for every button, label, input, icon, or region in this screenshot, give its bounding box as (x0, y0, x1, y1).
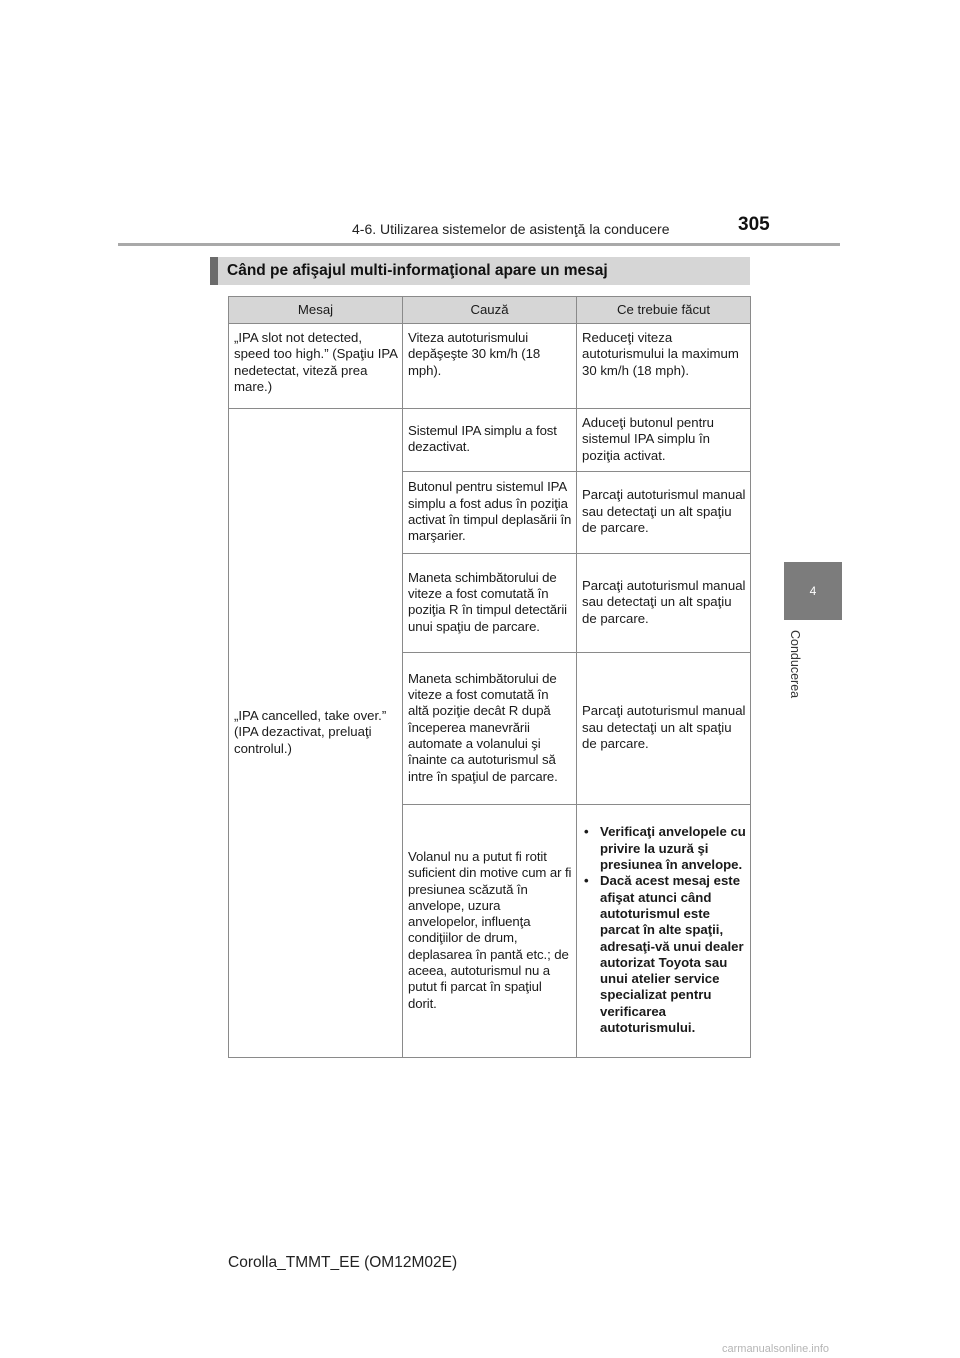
message-cell: „IPA cancelled, take over.” (IPA dezactivat, preluaţi controlul.) (229, 409, 403, 1058)
action-cell: Parcaţi autoturismul manual sau detectaţi un alt spaţiu de parcare. (577, 553, 751, 652)
section-title: 4-6. Utilizarea sistemelor de asistenţă la conducere (352, 221, 670, 237)
message-table (228, 296, 751, 1058)
cause-cell: Maneta schimbătorului de viteze a fost comutată în poziţia R în timpul detectării unui spaţiu de parcare. (403, 553, 577, 652)
list-item: • Dacă acest mesaj este afişat atunci când autoturismul este parcat în alte spaţii, adresaţi-vă unui dealer autorizat Toyota sau unui atelier service specializat pentru verificarea autoturismului. (582, 873, 746, 1036)
table-row (229, 324, 751, 409)
chapter-label: Conducerea (788, 630, 802, 699)
cause-cell: Maneta schimbătorului de viteze a fost comutată în altă poziţie decât R după începerea manevrării automate a volanului şi înainte ca autoturismul să intre în spaţiul de parcare. (403, 652, 577, 804)
action-cell: Parcaţi autoturismul manual sau detectaţi un alt spaţiu de parcare. (577, 652, 751, 804)
cause-cell: Butonul pentru sistemul IPA simplu a fost adus în poziţia activat în timpul deplasării în marşarier. (403, 471, 577, 553)
chapter-number: 4 (809, 584, 817, 598)
column-header-cause: Cauză (403, 297, 577, 324)
table-row (229, 409, 751, 472)
section-heading: Când pe afişajul multi-informaţional apare un mesaj (210, 257, 750, 285)
list-item: • Verificaţi anvelopele cu privire la uzură şi presiunea în anvelope. (582, 824, 746, 873)
page-number: 305 (738, 214, 770, 235)
column-header-message: Mesaj (229, 297, 403, 324)
table-header-row (229, 297, 751, 324)
watermark[interactable]: carmanualsonline.info (722, 1343, 830, 1355)
action-bullet-list (582, 824, 746, 1036)
footer-model-code: Corolla_TMMT_EE (OM12M02E) (228, 1254, 458, 1271)
action-cell: Reduceţi viteza autoturismului la maximum 30 km/h (18 mph). (577, 324, 751, 409)
cause-cell: Sistemul IPA simplu a fost dezactivat. (403, 409, 577, 472)
action-cell: Parcaţi autoturismul manual sau detectaţi un alt spaţiu de parcare. (577, 471, 751, 553)
action-cell (577, 804, 751, 1057)
cause-cell: Viteza autoturismului depăşeşte 30 km/h (18 mph). (403, 324, 577, 409)
column-header-action: Ce trebuie făcut (577, 297, 751, 324)
action-cell: Aduceţi butonul pentru sistemul IPA simplu în poziţia activat. (577, 409, 751, 472)
cause-cell: Volanul nu a putut fi rotit suficient din motive cum ar fi presiunea scăzută în anvelope, uzura anvelopelor, influenţa condiţiilor de drum, deplasarea în pantă etc.; de aceea, autoturismul nu a putut fi parcat în spaţiul dorit. (403, 804, 577, 1057)
message-cell: „IPA slot not detected, speed too high.” (Spaţiu IPA nedetectat, viteză prea mare.) (229, 324, 403, 409)
chapter-tab[interactable] (784, 562, 842, 620)
header-rule (118, 243, 840, 246)
